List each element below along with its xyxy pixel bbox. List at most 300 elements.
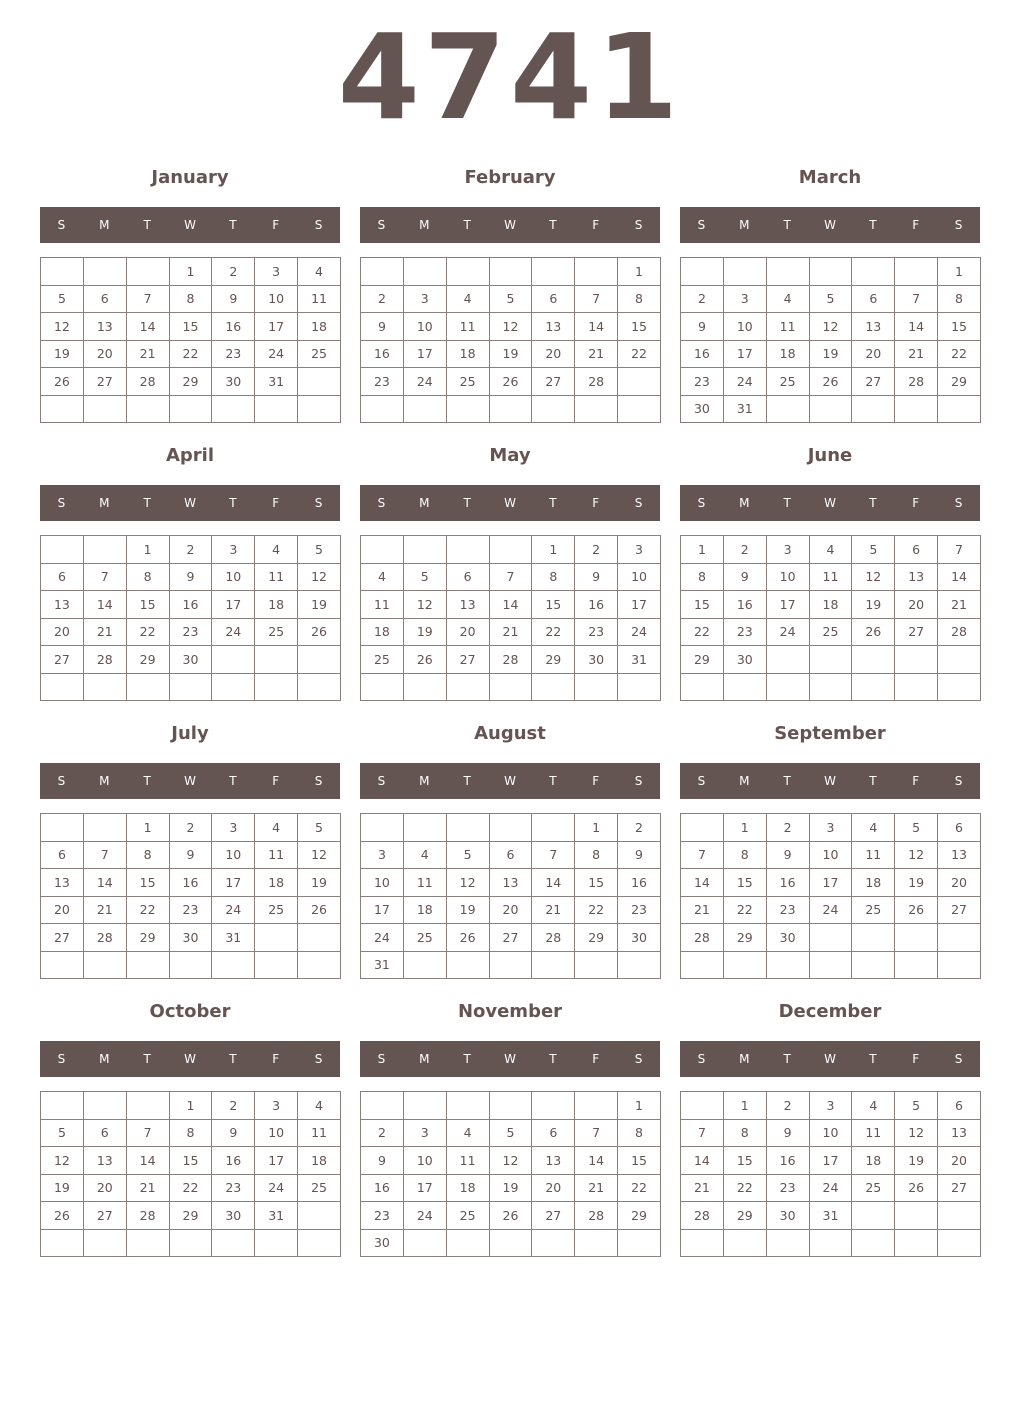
day-cell: 27 <box>532 368 575 396</box>
week-row <box>41 673 341 701</box>
day-cell: 20 <box>489 896 532 924</box>
day-cell <box>852 395 895 423</box>
weekday-label: W <box>184 1052 196 1066</box>
day-cell: 2 <box>361 285 404 313</box>
day-cell: 10 <box>255 285 298 313</box>
day-cell: 30 <box>169 924 212 952</box>
day-cell: 24 <box>403 1202 446 1230</box>
day-cell: 9 <box>212 285 255 313</box>
week-row <box>681 896 981 924</box>
day-cell: 25 <box>255 896 298 924</box>
month-name: May <box>489 445 531 466</box>
week-row <box>681 591 981 619</box>
day-cell: 19 <box>852 591 895 619</box>
day-cell: 14 <box>938 563 981 591</box>
day-cell: 21 <box>126 340 169 368</box>
day-cell <box>809 673 852 701</box>
day-cell <box>895 395 938 423</box>
day-cell <box>618 673 661 701</box>
day-cell: 20 <box>41 896 84 924</box>
day-cell: 15 <box>618 1147 661 1175</box>
weekday-label: M <box>99 496 110 510</box>
day-cell: 28 <box>83 646 126 674</box>
weekday-label: S <box>314 1052 323 1066</box>
weekday-label: T <box>549 1052 557 1066</box>
month-name: June <box>807 445 853 466</box>
day-cell: 18 <box>255 591 298 619</box>
weekday-label: S <box>57 496 66 510</box>
day-cell: 6 <box>938 1092 981 1120</box>
month-april <box>40 438 340 667</box>
day-cell: 16 <box>212 1147 255 1175</box>
day-cell: 14 <box>489 591 532 619</box>
day-cell: 14 <box>575 1147 618 1175</box>
day-cell <box>83 536 126 564</box>
day-cell: 2 <box>575 536 618 564</box>
day-cell <box>766 646 809 674</box>
day-cell <box>895 258 938 286</box>
day-cell <box>489 814 532 842</box>
day-cell: 5 <box>41 1119 84 1147</box>
day-cell: 17 <box>766 591 809 619</box>
day-cell: 28 <box>681 924 724 952</box>
day-cell: 9 <box>618 841 661 869</box>
day-cell: 3 <box>255 258 298 286</box>
day-cell: 1 <box>723 814 766 842</box>
day-cell: 30 <box>618 924 661 952</box>
day-cell: 14 <box>126 313 169 341</box>
day-cell: 29 <box>618 1202 661 1230</box>
day-cell: 12 <box>298 563 341 591</box>
day-cell: 8 <box>723 1119 766 1147</box>
day-cell: 10 <box>403 313 446 341</box>
day-cell: 23 <box>169 896 212 924</box>
day-cell: 10 <box>255 1119 298 1147</box>
week-row <box>41 563 341 591</box>
weekday-label: S <box>954 774 963 788</box>
day-cell: 12 <box>41 313 84 341</box>
weekday-label: F <box>912 774 920 788</box>
day-cell <box>766 673 809 701</box>
day-cell <box>809 951 852 979</box>
week-row <box>681 646 981 674</box>
weekday-label: T <box>463 218 471 232</box>
day-grid <box>360 1091 661 1257</box>
day-cell: 25 <box>403 924 446 952</box>
day-cell: 14 <box>83 869 126 897</box>
day-cell: 26 <box>852 618 895 646</box>
day-cell: 18 <box>361 618 404 646</box>
day-cell: 20 <box>532 340 575 368</box>
day-cell: 1 <box>938 258 981 286</box>
week-row <box>681 368 981 396</box>
day-cell: 21 <box>126 1174 169 1202</box>
day-cell: 7 <box>83 563 126 591</box>
day-cell: 3 <box>403 285 446 313</box>
day-cell <box>489 1229 532 1257</box>
day-cell: 7 <box>895 285 938 313</box>
day-cell: 9 <box>575 563 618 591</box>
day-cell: 13 <box>532 1147 575 1175</box>
day-cell: 20 <box>895 591 938 619</box>
day-cell: 10 <box>212 841 255 869</box>
month-name: January <box>151 167 229 188</box>
day-cell: 29 <box>723 924 766 952</box>
day-grid <box>360 257 661 423</box>
day-cell: 14 <box>681 1147 724 1175</box>
week-row <box>361 869 661 897</box>
day-cell <box>41 1092 84 1120</box>
weekday-label: S <box>314 218 323 232</box>
day-cell: 9 <box>766 841 809 869</box>
week-row <box>361 1092 661 1120</box>
weekday-label: W <box>184 496 196 510</box>
weekday-label: T <box>143 1052 151 1066</box>
day-cell: 1 <box>618 1092 661 1120</box>
day-cell <box>41 395 84 423</box>
day-cell: 15 <box>126 591 169 619</box>
day-cell: 17 <box>255 1147 298 1175</box>
day-cell: 11 <box>403 869 446 897</box>
weekday-label: M <box>739 218 750 232</box>
day-cell: 3 <box>212 814 255 842</box>
day-cell: 18 <box>298 313 341 341</box>
day-cell <box>126 951 169 979</box>
day-cell: 4 <box>298 258 341 286</box>
day-cell: 9 <box>361 1147 404 1175</box>
day-cell <box>723 1229 766 1257</box>
day-cell: 9 <box>723 563 766 591</box>
weekday-label: T <box>463 774 471 788</box>
day-cell: 11 <box>852 841 895 869</box>
week-row <box>681 814 981 842</box>
day-cell: 4 <box>809 536 852 564</box>
day-cell: 18 <box>766 340 809 368</box>
weekday-label: W <box>184 218 196 232</box>
day-cell: 12 <box>895 841 938 869</box>
day-cell: 14 <box>895 313 938 341</box>
day-cell: 27 <box>83 368 126 396</box>
day-cell: 9 <box>361 313 404 341</box>
day-cell: 21 <box>575 340 618 368</box>
weekday-label: T <box>229 774 237 788</box>
day-cell: 13 <box>41 869 84 897</box>
day-grid <box>40 1091 341 1257</box>
day-cell: 5 <box>489 285 532 313</box>
day-cell <box>575 1229 618 1257</box>
day-cell: 28 <box>126 1202 169 1230</box>
day-cell: 4 <box>361 563 404 591</box>
day-cell: 3 <box>255 1092 298 1120</box>
day-cell: 29 <box>575 924 618 952</box>
day-cell <box>809 1229 852 1257</box>
day-cell: 4 <box>403 841 446 869</box>
day-grid <box>360 813 661 979</box>
day-cell: 7 <box>575 285 618 313</box>
week-row <box>361 395 661 423</box>
week-row <box>361 646 661 674</box>
day-cell: 24 <box>618 618 661 646</box>
day-cell: 28 <box>83 924 126 952</box>
day-cell: 13 <box>41 591 84 619</box>
day-cell <box>446 536 489 564</box>
day-cell: 1 <box>723 1092 766 1120</box>
weekday-label: M <box>739 774 750 788</box>
day-cell <box>126 673 169 701</box>
day-cell <box>403 951 446 979</box>
day-cell: 16 <box>575 591 618 619</box>
day-cell: 1 <box>618 258 661 286</box>
week-row <box>361 951 661 979</box>
weekday-label: T <box>229 218 237 232</box>
day-cell <box>766 1229 809 1257</box>
month-name: December <box>778 1001 882 1022</box>
day-cell: 29 <box>169 1202 212 1230</box>
day-cell: 25 <box>852 1174 895 1202</box>
day-cell: 4 <box>766 285 809 313</box>
day-cell <box>618 395 661 423</box>
day-cell: 31 <box>255 1202 298 1230</box>
day-cell: 1 <box>169 258 212 286</box>
day-cell: 11 <box>255 841 298 869</box>
day-cell <box>809 395 852 423</box>
weekday-label: S <box>57 1052 66 1066</box>
day-cell <box>298 673 341 701</box>
day-cell: 11 <box>298 285 341 313</box>
day-cell: 9 <box>169 563 212 591</box>
month-name: November <box>457 1001 563 1022</box>
day-cell <box>938 395 981 423</box>
week-row <box>41 591 341 619</box>
week-row <box>41 285 341 313</box>
day-cell: 27 <box>41 646 84 674</box>
day-cell <box>532 814 575 842</box>
day-cell: 27 <box>895 618 938 646</box>
day-cell <box>852 924 895 952</box>
weekday-header <box>360 485 660 521</box>
day-cell: 19 <box>298 869 341 897</box>
day-cell: 19 <box>446 896 489 924</box>
day-cell: 16 <box>723 591 766 619</box>
day-cell: 10 <box>403 1147 446 1175</box>
weekday-label: T <box>463 496 471 510</box>
weekday-label: M <box>739 496 750 510</box>
day-cell <box>489 673 532 701</box>
day-cell: 5 <box>809 285 852 313</box>
day-cell: 31 <box>361 951 404 979</box>
weekday-header <box>680 207 980 243</box>
day-cell <box>255 1229 298 1257</box>
weekday-label: W <box>504 774 516 788</box>
weekday-label: S <box>634 774 643 788</box>
day-cell: 4 <box>852 1092 895 1120</box>
day-cell: 17 <box>212 591 255 619</box>
week-row <box>41 1147 341 1175</box>
week-row <box>41 869 341 897</box>
day-cell <box>212 646 255 674</box>
week-row <box>361 368 661 396</box>
day-cell: 21 <box>681 896 724 924</box>
day-cell: 11 <box>809 563 852 591</box>
week-row <box>41 841 341 869</box>
weekday-header <box>40 485 340 521</box>
weekday-label: T <box>783 774 791 788</box>
week-row <box>41 368 341 396</box>
weekday-label: M <box>419 496 430 510</box>
week-row <box>681 395 981 423</box>
weekday-label: S <box>377 218 386 232</box>
weekday-label: T <box>463 1052 471 1066</box>
day-cell <box>255 673 298 701</box>
week-row <box>361 618 661 646</box>
day-cell <box>255 646 298 674</box>
weekday-label: F <box>272 496 280 510</box>
day-cell: 20 <box>938 869 981 897</box>
day-cell: 26 <box>41 1202 84 1230</box>
day-cell: 23 <box>169 618 212 646</box>
day-cell: 6 <box>41 563 84 591</box>
day-cell <box>169 673 212 701</box>
week-row <box>41 951 341 979</box>
day-cell <box>532 1092 575 1120</box>
day-cell: 10 <box>809 1119 852 1147</box>
day-cell: 24 <box>212 896 255 924</box>
day-cell <box>575 673 618 701</box>
day-cell: 27 <box>83 1202 126 1230</box>
day-cell: 2 <box>212 258 255 286</box>
weekday-label: S <box>314 496 323 510</box>
week-row <box>681 1092 981 1120</box>
day-cell: 22 <box>618 340 661 368</box>
day-cell: 14 <box>575 313 618 341</box>
week-row <box>361 536 661 564</box>
day-cell <box>532 395 575 423</box>
day-cell: 21 <box>938 591 981 619</box>
day-cell: 26 <box>41 368 84 396</box>
day-cell: 19 <box>489 340 532 368</box>
weekday-label: M <box>739 1052 750 1066</box>
day-cell: 27 <box>852 368 895 396</box>
day-cell: 20 <box>532 1174 575 1202</box>
day-cell <box>446 951 489 979</box>
day-cell <box>169 951 212 979</box>
day-cell <box>298 646 341 674</box>
week-row <box>681 563 981 591</box>
day-cell <box>938 924 981 952</box>
weekday-label: M <box>419 218 430 232</box>
day-cell: 24 <box>766 618 809 646</box>
weekday-label: T <box>869 1052 877 1066</box>
day-cell <box>169 395 212 423</box>
day-cell: 27 <box>41 924 84 952</box>
day-cell: 7 <box>83 841 126 869</box>
week-row <box>681 536 981 564</box>
day-cell: 13 <box>532 313 575 341</box>
day-cell <box>681 951 724 979</box>
day-cell: 18 <box>446 340 489 368</box>
day-grid <box>680 1091 981 1257</box>
day-cell: 8 <box>681 563 724 591</box>
day-cell: 16 <box>361 340 404 368</box>
day-cell: 23 <box>723 618 766 646</box>
day-cell <box>895 924 938 952</box>
day-cell <box>126 1092 169 1120</box>
weekday-label: T <box>783 496 791 510</box>
weekday-header <box>680 1041 980 1077</box>
day-cell: 12 <box>489 313 532 341</box>
day-cell <box>852 951 895 979</box>
weekday-label: S <box>954 496 963 510</box>
day-cell <box>403 536 446 564</box>
day-cell: 4 <box>298 1092 341 1120</box>
day-cell: 17 <box>255 313 298 341</box>
day-cell: 25 <box>255 618 298 646</box>
week-row <box>361 1202 661 1230</box>
weekday-label: W <box>824 774 836 788</box>
day-cell: 23 <box>575 618 618 646</box>
day-cell: 25 <box>809 618 852 646</box>
day-cell: 21 <box>83 896 126 924</box>
week-row <box>681 618 981 646</box>
week-row <box>681 258 981 286</box>
day-cell: 14 <box>681 869 724 897</box>
month-september <box>680 716 980 945</box>
weekday-label: F <box>592 496 600 510</box>
day-cell: 22 <box>575 896 618 924</box>
week-row <box>361 841 661 869</box>
day-cell: 17 <box>809 869 852 897</box>
weekday-label: S <box>954 1052 963 1066</box>
day-cell <box>41 536 84 564</box>
day-cell: 2 <box>766 814 809 842</box>
day-cell: 7 <box>489 563 532 591</box>
day-cell: 7 <box>681 1119 724 1147</box>
day-cell: 28 <box>895 368 938 396</box>
day-cell: 28 <box>126 368 169 396</box>
day-cell: 19 <box>895 1147 938 1175</box>
weekday-label: T <box>229 1052 237 1066</box>
weekday-label: T <box>549 218 557 232</box>
day-cell: 9 <box>212 1119 255 1147</box>
week-row <box>41 1202 341 1230</box>
day-cell <box>766 395 809 423</box>
day-cell <box>532 258 575 286</box>
day-cell: 20 <box>83 1174 126 1202</box>
day-cell: 15 <box>681 591 724 619</box>
day-cell: 22 <box>723 896 766 924</box>
day-cell: 26 <box>298 896 341 924</box>
week-row <box>41 1229 341 1257</box>
day-cell: 15 <box>723 869 766 897</box>
day-cell: 2 <box>361 1119 404 1147</box>
day-cell: 29 <box>532 646 575 674</box>
day-cell: 12 <box>403 591 446 619</box>
day-cell: 15 <box>532 591 575 619</box>
weekday-label: F <box>912 496 920 510</box>
day-cell <box>403 673 446 701</box>
day-cell <box>41 951 84 979</box>
day-cell: 13 <box>895 563 938 591</box>
day-cell: 9 <box>169 841 212 869</box>
day-cell <box>403 814 446 842</box>
day-cell: 3 <box>403 1119 446 1147</box>
day-cell: 10 <box>618 563 661 591</box>
day-cell: 2 <box>169 814 212 842</box>
weekday-label: W <box>184 774 196 788</box>
day-cell: 18 <box>298 1147 341 1175</box>
day-cell: 15 <box>126 869 169 897</box>
day-cell: 6 <box>895 536 938 564</box>
